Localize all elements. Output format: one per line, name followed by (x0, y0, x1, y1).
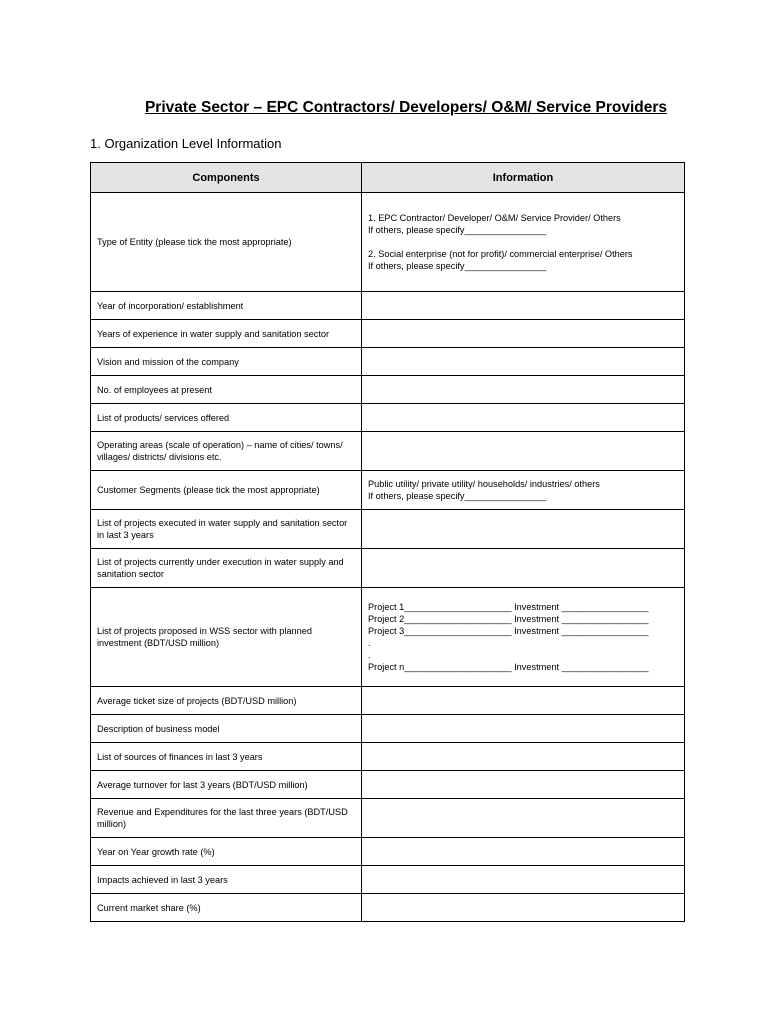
information-cell[interactable] (362, 588, 685, 687)
table-row (91, 715, 685, 743)
information-cell[interactable] (362, 549, 685, 588)
information-cell[interactable] (362, 510, 685, 549)
info-line: . (368, 638, 371, 648)
information-cell[interactable] (362, 471, 685, 510)
info-line: Project 2_____________________ Investment _________________ (368, 614, 649, 624)
table-header-row (91, 163, 685, 193)
table-row (91, 404, 685, 432)
information-cell[interactable] (362, 743, 685, 771)
table-row (91, 743, 685, 771)
table-row (91, 549, 685, 588)
component-cell: Average ticket size of projects (BDT/USD million) (91, 687, 362, 715)
component-cell: Year on Year growth rate (%) (91, 838, 362, 866)
info-line: Project 1_____________________ Investment _________________ (368, 602, 649, 612)
information-cell[interactable] (362, 320, 685, 348)
information-cell[interactable] (362, 838, 685, 866)
table-row (91, 292, 685, 320)
table-row (91, 687, 685, 715)
component-cell: Vision and mission of the company (91, 348, 362, 376)
information-cell[interactable] (362, 894, 685, 922)
page-title: Private Sector – EPC Contractors/ Developers/ O&M/ Service Providers (144, 99, 668, 116)
info-line: 1. EPC Contractor/ Developer/ O&M/ Service Provider/ Others (368, 213, 621, 223)
table-row (91, 193, 685, 292)
table-row (91, 471, 685, 510)
table-row (91, 376, 685, 404)
component-cell: Type of Entity (please tick the most appropriate) (91, 193, 362, 292)
component-cell: List of projects proposed in WSS sector with planned investment (BDT/USD million) (91, 588, 362, 687)
component-cell: Operating areas (scale of operation) – name of cities/ towns/ villages/ districts/ divisions etc. (91, 432, 362, 471)
organization-info-table (90, 162, 685, 922)
header-components: Components (91, 163, 362, 193)
table-row (91, 866, 685, 894)
information-cell[interactable] (362, 799, 685, 838)
information-cell[interactable] (362, 404, 685, 432)
header-information: Information (362, 163, 685, 193)
info-line: If others, please specify________________ (368, 491, 547, 501)
table-row (91, 799, 685, 838)
table-row (91, 838, 685, 866)
information-cell[interactable] (362, 771, 685, 799)
info-line: Project n_____________________ Investment _________________ (368, 662, 649, 672)
information-cell[interactable] (362, 432, 685, 471)
section-heading: 1. Organization Level Information (90, 136, 282, 151)
table-row (91, 771, 685, 799)
component-cell: No. of employees at present (91, 376, 362, 404)
component-cell: List of products/ services offered (91, 404, 362, 432)
component-cell: Years of experience in water supply and sanitation sector (91, 320, 362, 348)
table-row (91, 432, 685, 471)
info-line: If others, please specify________________ (368, 261, 547, 271)
component-cell: Revenue and Expenditures for the last three years (BDT/USD million) (91, 799, 362, 838)
table-row (91, 348, 685, 376)
information-cell[interactable] (362, 376, 685, 404)
table-row (91, 894, 685, 922)
information-cell[interactable] (362, 292, 685, 320)
component-cell: Description of business model (91, 715, 362, 743)
component-cell: Impacts achieved in last 3 years (91, 866, 362, 894)
component-cell: Customer Segments (please tick the most appropriate) (91, 471, 362, 510)
info-line: Public utility/ private utility/ households/ industries/ others (368, 479, 600, 489)
information-cell[interactable] (362, 687, 685, 715)
info-line: If others, please specify________________ (368, 225, 547, 235)
component-cell: Average turnover for last 3 years (BDT/USD million) (91, 771, 362, 799)
information-cell[interactable] (362, 715, 685, 743)
component-cell: List of projects currently under execution in water supply and sanitation sector (91, 549, 362, 588)
info-line: 2. Social enterprise (not for profit)/ commercial enterprise/ Others (368, 249, 633, 259)
information-cell[interactable] (362, 866, 685, 894)
info-line: Project 3_____________________ Investment _________________ (368, 626, 649, 636)
table-row (91, 320, 685, 348)
information-cell[interactable] (362, 348, 685, 376)
component-cell: List of sources of finances in last 3 years (91, 743, 362, 771)
info-line: . (368, 650, 371, 660)
component-cell: List of projects executed in water supply and sanitation sector in last 3 years (91, 510, 362, 549)
information-cell[interactable] (362, 193, 685, 292)
component-cell: Year of incorporation/ establishment (91, 292, 362, 320)
table-row (91, 510, 685, 549)
table-row (91, 588, 685, 687)
component-cell: Current market share (%) (91, 894, 362, 922)
